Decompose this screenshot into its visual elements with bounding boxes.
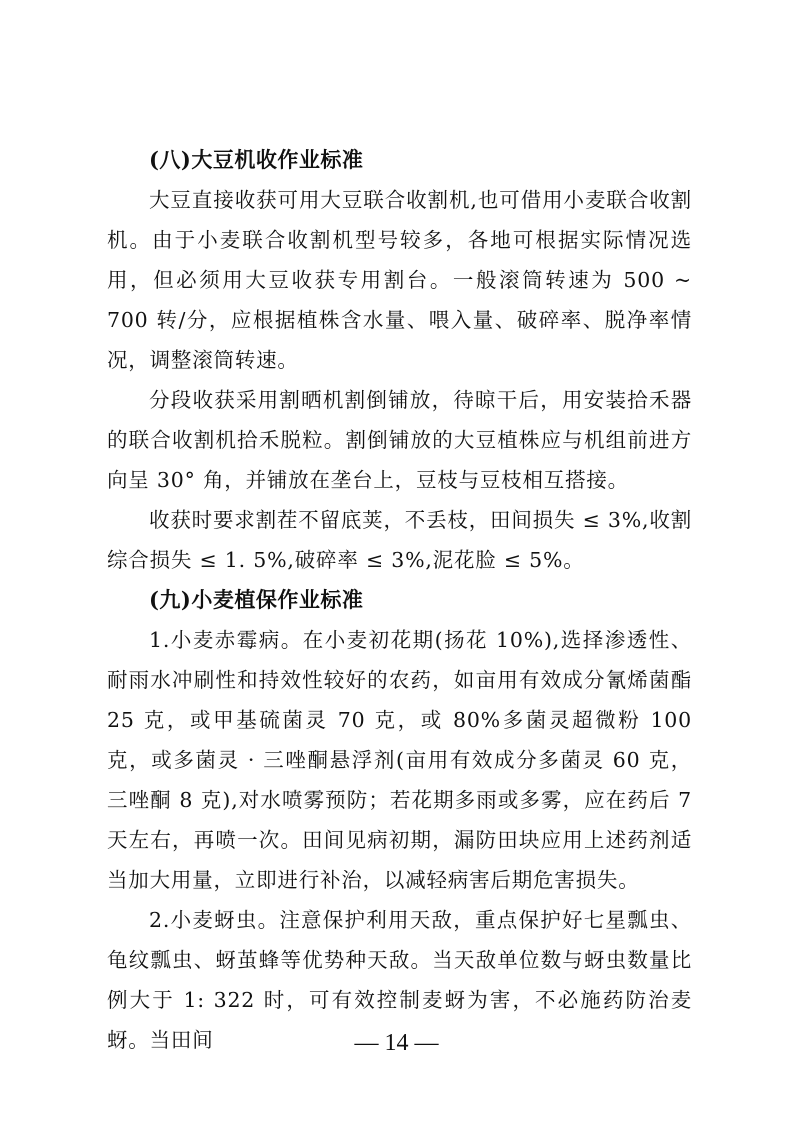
section-heading-wheat-protection: (九)小麦植保作业标准 xyxy=(149,587,364,612)
paragraph-soybean-staged-harvest: 分段收获采用割晒机割倒铺放，待晾干后，用安装拾禾器的联合收割机拾禾脱粒。割倒铺放的大豆植株应与机组前进方向呈 30° 角，并铺放在垄台上，豆枝与豆枝相互搭接。 xyxy=(107,388,692,492)
paragraph-soybean-direct-harvest: 大豆直接收获可用大豆联合收割机,也可借用小麦联合收割机。由于小麦联合收割机型号较多，各地可根据实际情况选用，但必须用大豆收获专用割台。一般滚筒转速为 500 ~ 700 转/分，应根据植株含水量、喂入量、破碎率、脱净率情况，调整滚筒转速。 xyxy=(107,188,692,372)
paragraph-soybean-loss-requirements: 收获时要求割茬不留底荚，不丢枝，田间损失 ≤ 3%,收割综合损失 ≤ 1. 5%,破碎率 ≤ 3%,泥花脸 ≤ 5%。 xyxy=(107,508,692,572)
paragraph-wheat-aphid: 2.小麦蚜虫。注意保护利用天敌，重点保护好七星瓢虫、龟纹瓢虫、蚜茧蜂等优势种天敌。当天敌单位数与蚜虫数量比例大于 1: 322 时，可有效控制麦蚜为害，不必施药防治麦蚜。当田间 xyxy=(107,908,692,1052)
page-number: — 14 — xyxy=(354,1030,439,1056)
document-body xyxy=(107,140,692,1060)
paragraph-wheat-scab: 1.小麦赤霉病。在小麦初花期(扬花 10%),选择渗透性、耐雨水冲刷性和持效性较好的农药，如亩用有效成分氰烯菌酯 25 克，或甲基硫菌灵 70 克，或 80%多菌灵超微粉 100 克，或多菌灵 · 三唑酮悬浮剂(亩用有效成分多菌灵 60 克， 三唑酮 8 克),对水喷雾预防；若花期多雨或多雾，应在药后 7 天左右，再喷一次。田间见病初期，漏防田块应用上述药剂适当加大用量，立即进行补治，以减轻病害后期危害损失。 xyxy=(107,628,692,892)
section-heading-soybean-harvest: (八)大豆机收作业标准 xyxy=(149,147,364,172)
